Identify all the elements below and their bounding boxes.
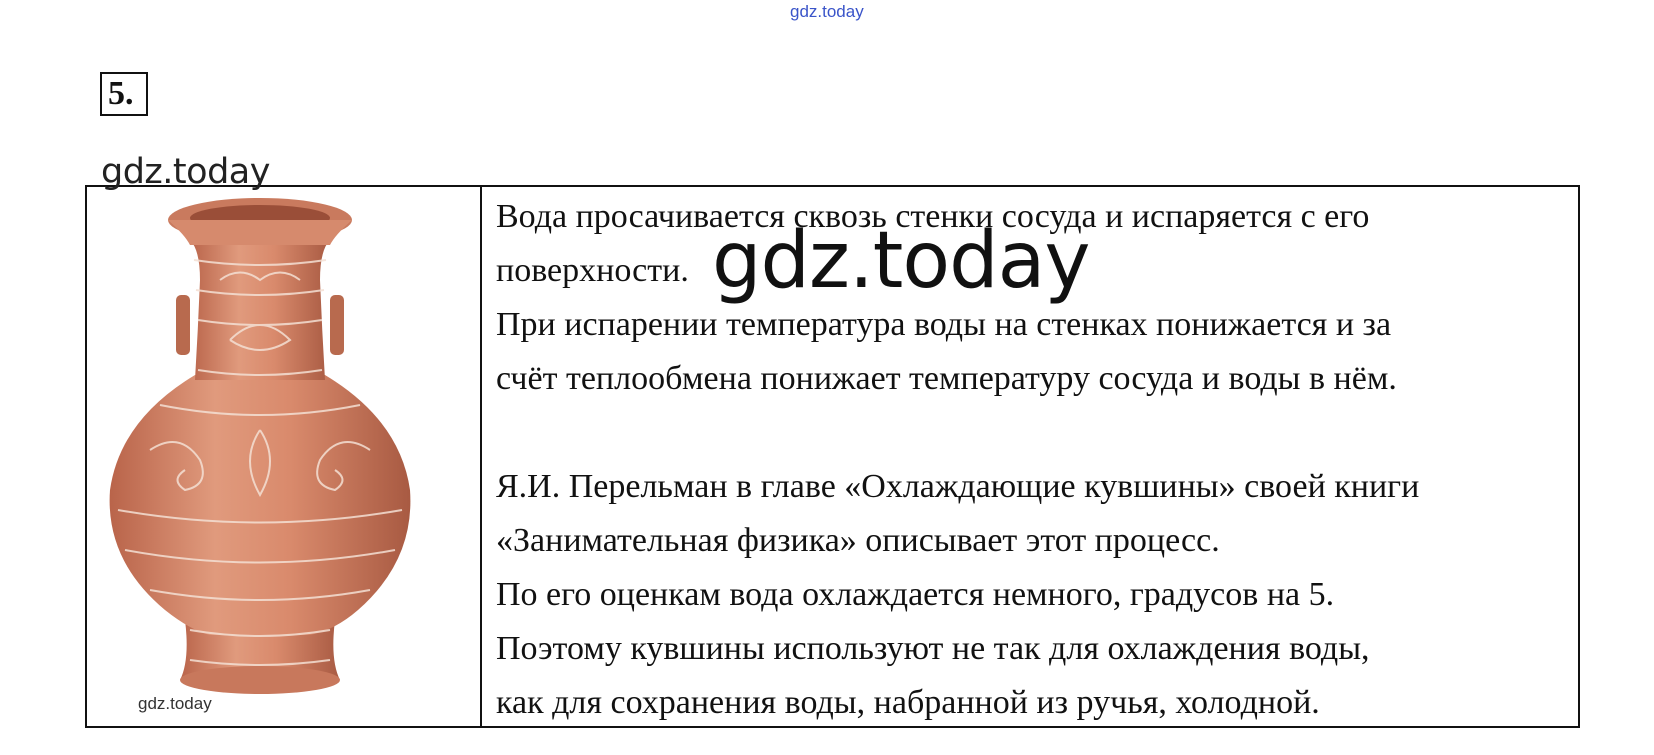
watermark-top: gdz.today (790, 2, 864, 21)
text-line: По его оценкам вода охлаждается немного, градусов на 5. (496, 576, 1335, 613)
column-divider (480, 185, 482, 728)
watermark-left: gdz.today (101, 152, 270, 192)
vase-image (90, 190, 475, 722)
task-number: 5. (100, 72, 148, 116)
text-line: как для сохранения воды, набранной из ручья, холодной. (496, 684, 1320, 721)
text-line: счёт теплообмена понижает температуру сосуда и воды в нём. (496, 360, 1397, 397)
text-line: «Занимательная физика» описывает этот процесс. (496, 522, 1220, 559)
text-line: Поэтому кувшины используют не так для охлаждения воды, (496, 630, 1370, 667)
paragraph-gap (496, 406, 1566, 460)
watermark-big: gdz.today (712, 216, 1090, 306)
vase-icon (90, 190, 475, 722)
text-line: Я.И. Перельман в главе «Охлаждающие кувшины» своей книги (496, 468, 1420, 505)
text-line: При испарении температура воды на стенках понижается и за (496, 306, 1392, 343)
text-line: Вода просачивается сквозь стенки сосуда и испаряется с его (496, 198, 1370, 235)
text-line: поверхности. (496, 252, 689, 289)
watermark-small: gdz.today (138, 694, 212, 713)
